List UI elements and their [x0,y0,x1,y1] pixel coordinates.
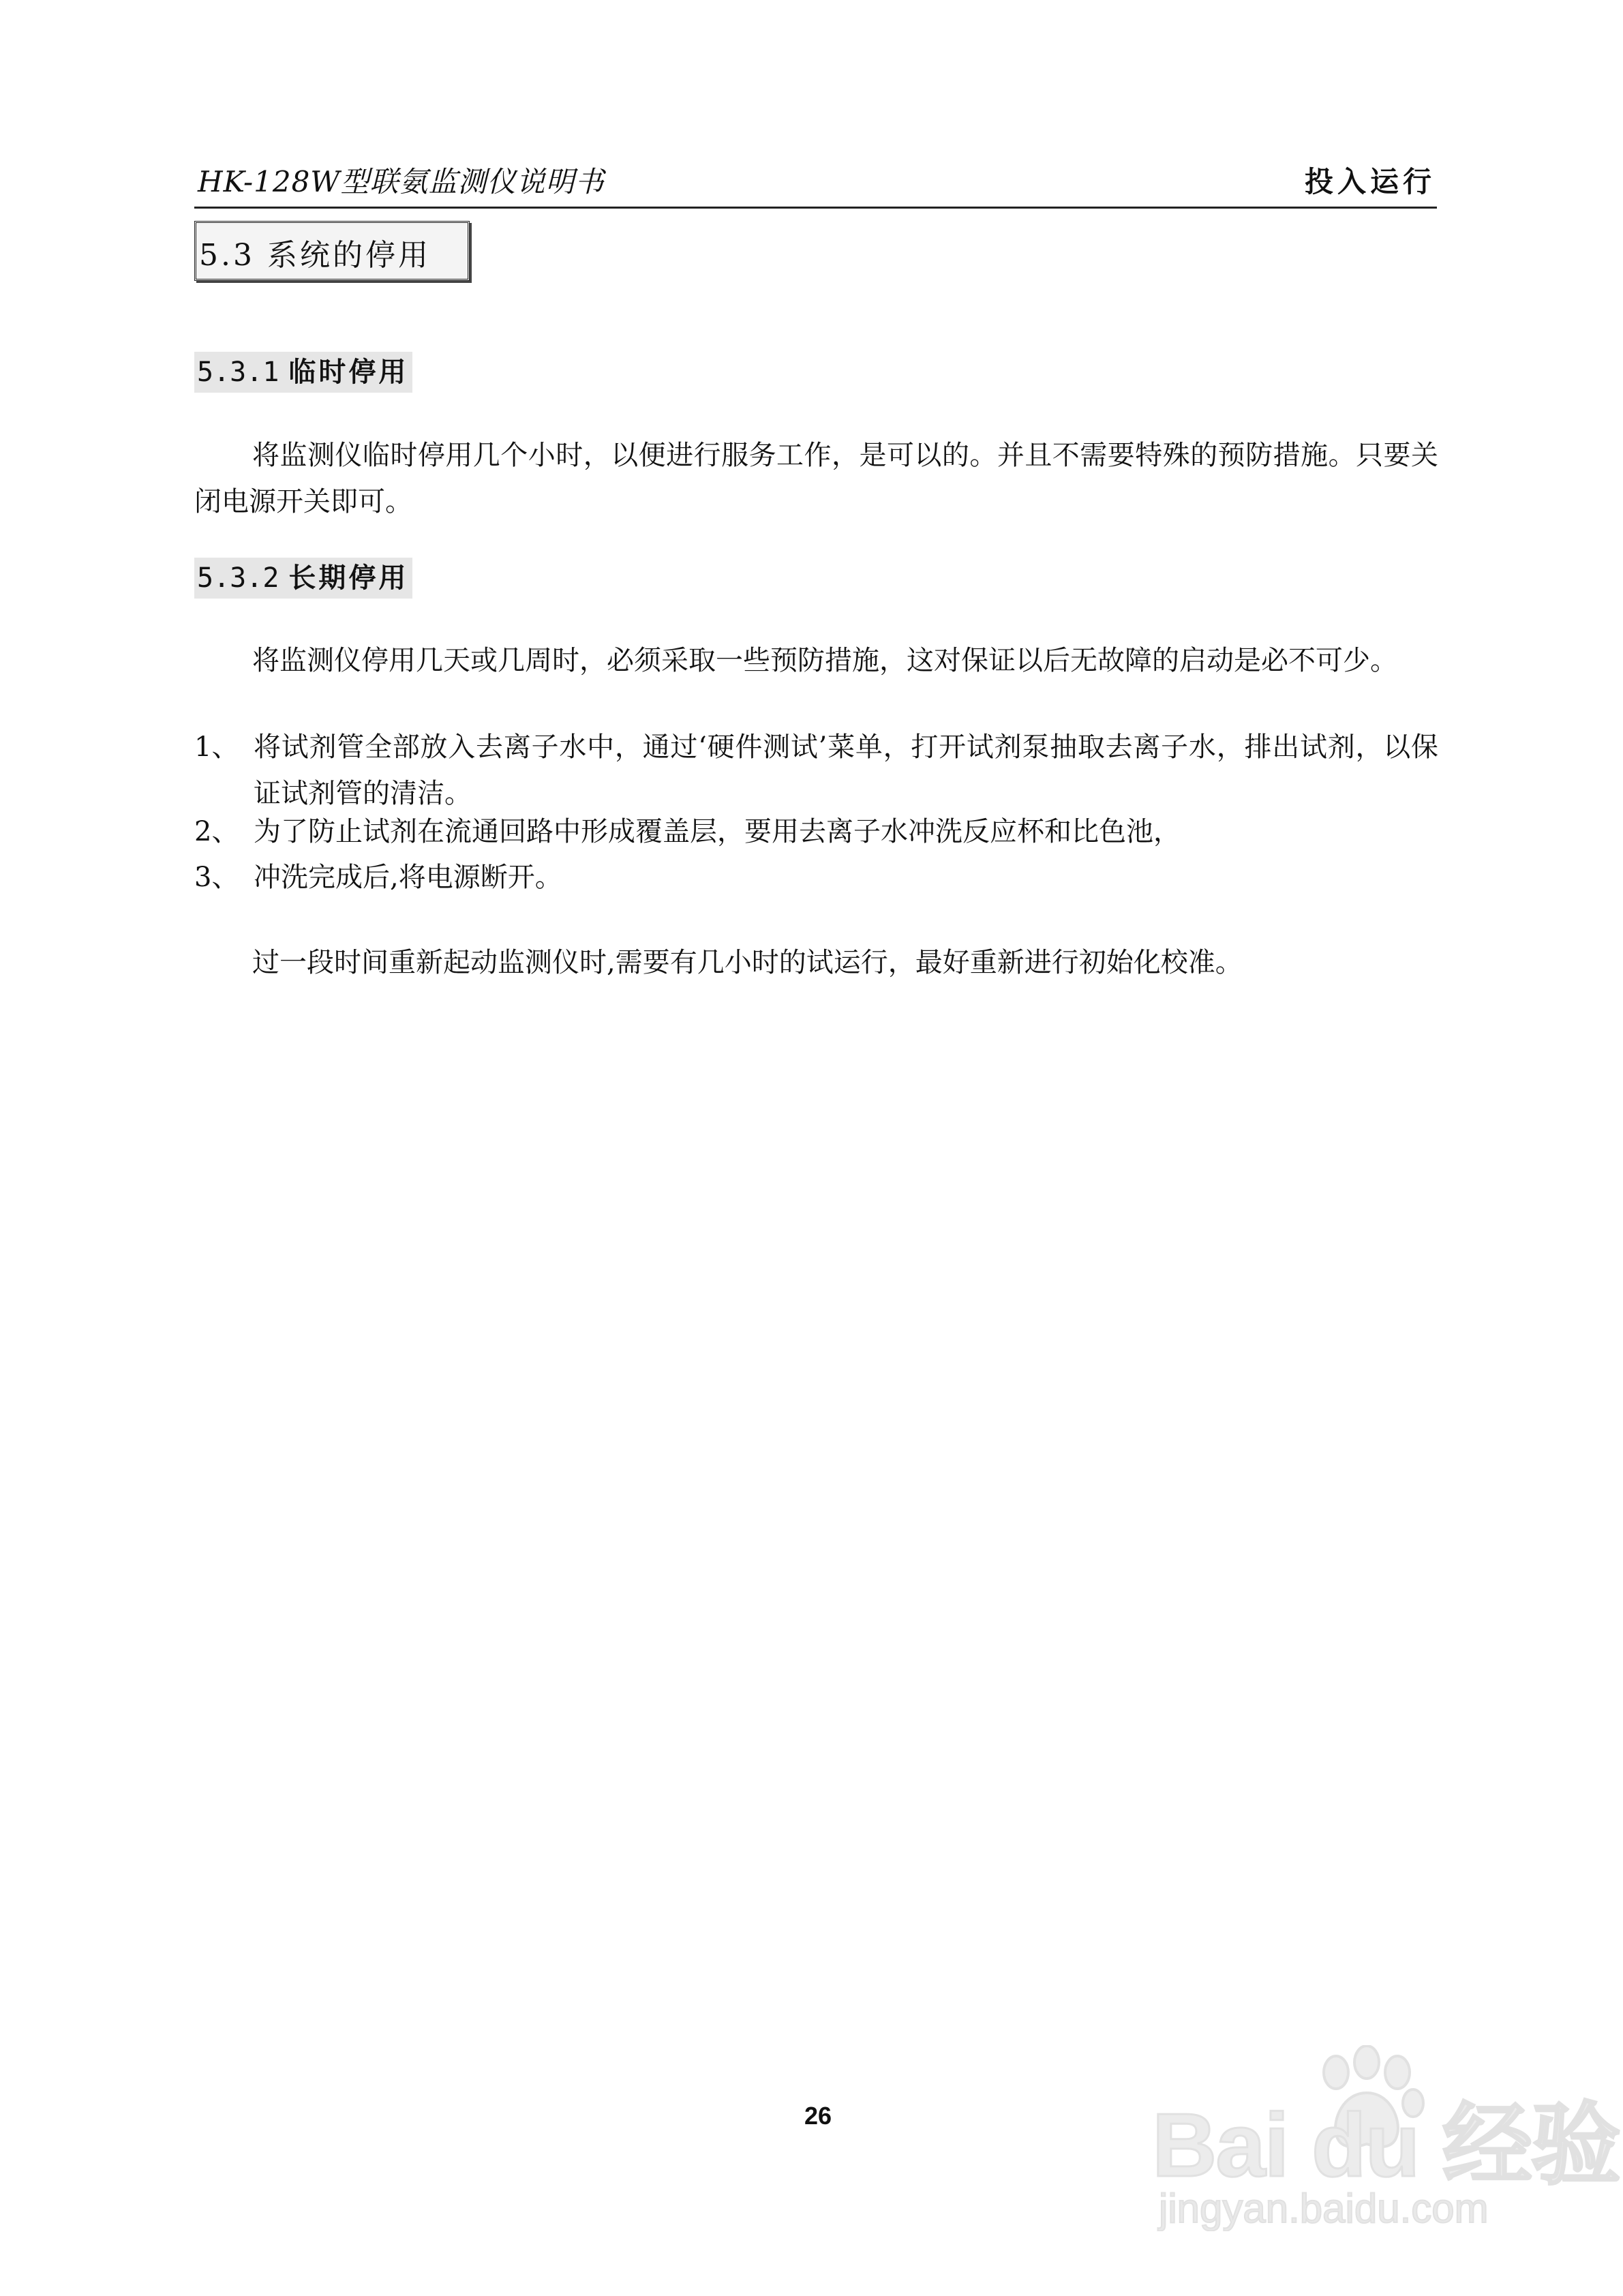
document-title: HK-128W型联氨监测仪说明书 [198,165,605,198]
subsection-title: 长期停用 [288,562,409,594]
subsection-heading-temporary [194,352,412,393]
list-item [194,724,1438,817]
subsection-number: 5.3.2 [197,562,279,594]
watermark-url: jingyan.baidu.com [1159,2186,1489,2231]
list-item-text: 将试剂管全部放入去离子水中，通过‘硬件测试’菜单，打开试剂泵抽取去离子水，排出试剂，以保证试剂管的清洁。 [254,731,1438,809]
subsection-heading-long-term [194,558,412,599]
list-item-text: 冲洗完成后,将电源断开。 [254,862,562,893]
baidu-jingyan-watermark [1152,2045,1620,2243]
temporary-shutdown-paragraph: 将监测仪临时停用几个小时，以便进行服务工作，是可以的。并且不需要特殊的预防措施。只要关闭电源开关即可。 [194,440,1438,517]
page-number: 26 [804,2102,832,2130]
long-term-shutdown-paragraph: 将监测仪停用几天或几周时，必须采取一些预防措施，这对保证以后无故障的启动是必不可少。 [252,645,1397,676]
list-item-text: 为了防止试剂在流通回路中形成覆盖层，要用去离子水冲洗反应杯和比色池， [254,816,1181,847]
list-item [194,809,1438,855]
subsection-number: 5.3.1 [197,357,279,388]
subsection-title: 临时停用 [288,357,409,388]
list-item-number: 1、 [194,731,239,763]
restart-paragraph: 过一段时间重新起动监测仪时,需要有几小时的试运行，最好重新进行初始化校准。 [252,947,1243,978]
list-item-number: 2、 [194,816,239,847]
watermark-brand: Bai du 经验 [1152,2095,1620,2195]
list-item-number: 3、 [194,862,239,893]
chapter-title: 投入运行 [1304,165,1436,198]
section-title: 5.3 系统的停用 [199,238,431,273]
list-item [194,854,1438,901]
header-divider [194,207,1437,209]
